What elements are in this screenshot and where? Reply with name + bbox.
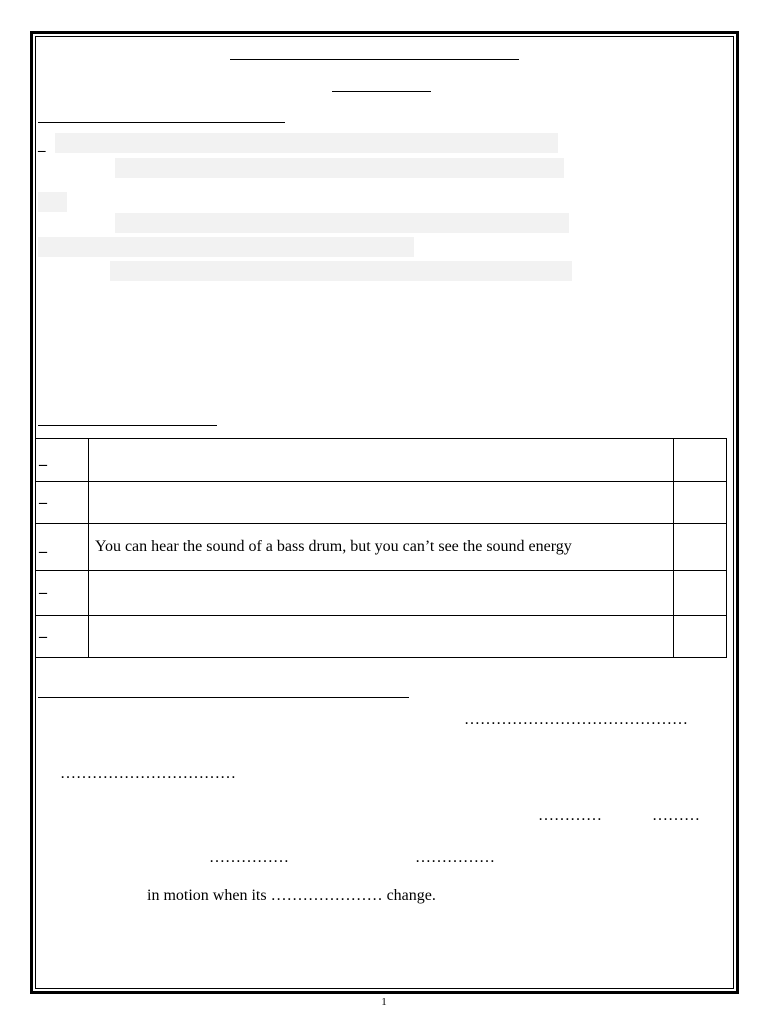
faded-text-line xyxy=(38,237,414,257)
subtitle-underline xyxy=(332,91,431,92)
row-statement: You can hear the sound of a bass drum, but you can’t see the sound energy xyxy=(89,524,674,571)
row-marker: – xyxy=(36,571,89,616)
row-marker: – xyxy=(36,482,89,524)
table-row xyxy=(36,571,727,616)
table-row xyxy=(36,482,727,524)
row-marker: _ xyxy=(36,524,89,571)
blank[interactable]: ………… xyxy=(538,807,602,824)
section-3-heading-underline xyxy=(38,697,409,698)
blank[interactable]: ………………… xyxy=(270,887,383,904)
motion-sentence xyxy=(147,887,436,905)
faded-text-line xyxy=(110,261,572,281)
faded-text-line xyxy=(115,158,564,178)
blank[interactable]: …………………………… xyxy=(60,765,236,782)
blank[interactable]: …………… xyxy=(415,849,495,866)
title-underline xyxy=(230,59,519,60)
blank[interactable]: …………… xyxy=(209,849,289,866)
questions-table xyxy=(35,438,727,658)
table-row xyxy=(36,616,727,658)
section-2-heading-underline xyxy=(38,425,217,426)
section-1-marker: _ xyxy=(38,138,46,154)
blank[interactable]: ……… xyxy=(652,807,700,824)
sentence-start: in motion when its xyxy=(147,887,271,904)
sentence-end: change. xyxy=(382,887,436,904)
answer-box[interactable] xyxy=(674,616,727,658)
row-statement xyxy=(89,571,674,616)
blank[interactable]: …………………………………… xyxy=(464,711,688,728)
row-statement xyxy=(89,439,674,482)
table-row xyxy=(36,524,727,571)
answer-box[interactable] xyxy=(674,439,727,482)
answer-box[interactable] xyxy=(674,524,727,571)
faded-text-line xyxy=(115,213,569,233)
answer-box[interactable] xyxy=(674,482,727,524)
answer-box[interactable] xyxy=(674,571,727,616)
page-number: 1 xyxy=(381,996,387,1008)
table-row xyxy=(36,439,727,482)
row-marker: – xyxy=(36,616,89,658)
faded-text-line xyxy=(55,133,558,153)
row-marker: _ xyxy=(36,439,89,482)
row-statement xyxy=(89,482,674,524)
faded-text-line xyxy=(38,192,67,212)
section-1-heading-underline xyxy=(38,122,285,123)
row-statement xyxy=(89,616,674,658)
